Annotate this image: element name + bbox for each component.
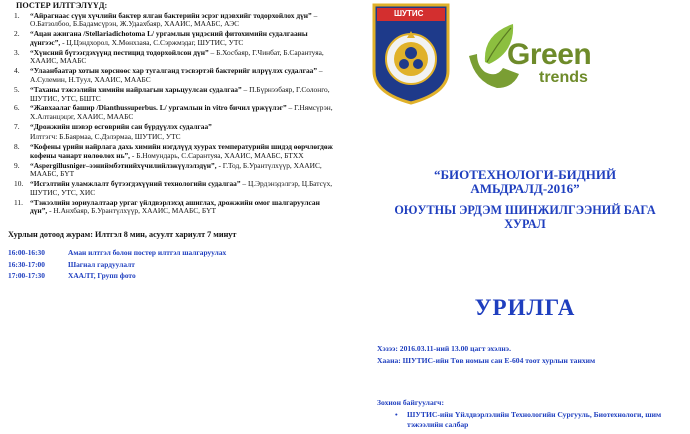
title-line-1: “БИОТЕХНОЛОГИ-БИДНИЙ <box>433 167 617 182</box>
poster-title: “Улаанбаатар хотын хөрснөөс хар тугалганд тэсвэртэй бактерийг илрүүлэх судалгаа” <box>30 66 318 76</box>
poster-item <box>8 86 334 103</box>
poster-authors: – Б.Хосбаяр, Г.Чинбат, Б.Сарантуяа, ХААИС, МААБС <box>30 47 324 66</box>
poster-title: “Кофены үрийн найрлага дахь химийн нэгдлүүд хуурах температурийн шидэд өөрчлөгдөж кофены чанарт нөлөөлөх нь”, <box>30 142 333 160</box>
poster-number: 7. <box>14 122 20 132</box>
poster-authors: – П.Бүрнээбаяр, Г.Солонго, ШУТИС, УТС, БШТС <box>30 84 330 103</box>
poster-title: “Дрожжийн шэвэр өсгөврийн сан бүрдүүлэх судалгаа” <box>30 122 212 132</box>
poster-title: “Исгэлтийн уламжлалт бүтээгдэхүүний технологийн судалгаа” <box>30 179 241 189</box>
brand-word-green: Green <box>507 38 592 71</box>
schedule-label: ХААЛТ, Групп фото <box>68 271 136 281</box>
organizer-item <box>395 410 690 429</box>
poster-item <box>8 12 334 29</box>
invitation-title: УРИЛГА <box>474 295 576 320</box>
schedule <box>8 247 334 282</box>
poster-authors: - Н.Анхбаяр, Б.Урантүлхүүр, ХААИС, МААБС, БҮТ <box>47 206 216 216</box>
poster-authors: - Б.Номундарь, С.Сарантуяа, ХААИС, МААБС, БТХХ <box>130 150 304 160</box>
poster-authors: – Ц.Эрдэнэдэлгэр, Ц.Батсүх, ШУТИС, УТС, ХИС <box>30 179 333 197</box>
university-logo <box>366 1 456 106</box>
poster-number: 6. <box>14 103 20 113</box>
poster-authors: - Г.Тод, Б.Урантүлхүүр, ХААИС, МААБС, БҮТ <box>30 160 322 179</box>
poster-authors: – О.Батзолбоо, Б.Бадамсүрэн, Ж.Удаахбаяр, ХААИС, МААБС, АЭС <box>30 10 318 29</box>
poster-item <box>8 67 334 84</box>
schedule-time: 17:00-17:30 <box>8 271 45 281</box>
poster-title: “Тэжээлийн зориулалтаар ургаг үйлдвэрлэхэд ашиглах, дрожжийн омог шалгаруулсан дүн”, <box>30 197 320 216</box>
brand-word-trends: trends <box>539 69 588 86</box>
poster-list <box>8 12 334 216</box>
organizers-label: Зохион байгуулагч: <box>377 398 444 407</box>
poster-title: “Айрагнаас сүүн хүчлийн бактер ялган бактерийн эсрэг идэвхийг тодорхойлох дүн” <box>30 10 312 20</box>
poster-number: 3. <box>14 47 20 57</box>
poster-number: 1. <box>14 10 20 20</box>
organizer-text: ШУТИС-ийн Үйлдвэрлэлийн Технологийн Сургууль, Биотехнологи, шим тэжээлийн салбар <box>407 410 662 429</box>
poster-item <box>8 104 334 121</box>
poster-item <box>8 30 334 47</box>
poster-number: 11. <box>14 197 23 207</box>
poster-item <box>8 123 334 132</box>
poster-item <box>8 180 334 197</box>
poster-authors: – А.Сулемин, Н.Туул, ХААИС, МААБС <box>30 66 323 84</box>
poster-title: “Ацан ажигана /Stellariadichotoma L/ ургамлын үндэсний фитохимийн судалгааны дүнгээс”, <box>30 29 308 47</box>
schedule-row <box>8 259 334 271</box>
subtitle-line-1: ОЮУТНЫ ЭРДЭМ ШИНЖИЛГЭЭНИЙ БАГА <box>394 203 656 217</box>
schedule-label: Шагнал гардуулалт <box>68 259 135 269</box>
poster-item <box>8 49 334 66</box>
event-time: Хэзээ: 2016.03.11-ний 13.00 цагт эхэлнэ. <box>377 344 511 353</box>
poster-number: 8. <box>14 142 20 152</box>
poster-title: “Таханы тэжээлийн химийн найрлагын харьцуулсан судалгаа” <box>30 84 242 94</box>
bullet-icon: • <box>395 410 398 419</box>
poster-title: “Aspergillusniger–ээниймбэтиийхүчилийлэжүүлэлэдүн”, <box>30 160 217 170</box>
poster-title: “Хүнсний бүтээгдэхүүнд пестицид тодорхойлсон дүн” <box>30 47 209 57</box>
poster-item <box>8 133 334 142</box>
green-trends-logo <box>463 18 593 93</box>
poster-item <box>8 199 334 216</box>
event-subtitle <box>360 203 690 231</box>
schedule-label: Аман илтгэл болон постер илтгэл шалгаруулах <box>68 248 227 258</box>
poster-number: 4. <box>14 66 20 76</box>
schedule-row <box>8 270 334 282</box>
poster-number: 2. <box>14 29 20 39</box>
schedule-time: 16:00-16:30 <box>8 248 45 258</box>
poster-heading: ПОСТЕР ИЛТГЭЛҮҮД: <box>16 1 108 10</box>
poster-number: 5. <box>14 84 20 94</box>
poster-authors: – Г.Нямсүрэн, Х.Алтанцэцэг, ХААИС, МААБС <box>30 103 333 122</box>
logo-badge-text: ШУТИС <box>394 9 424 18</box>
poster-authors: - Ц.Цэндхорол, Х.Мөнхзаяа, С.Сэржмэдаг, ШУТИС, УТС <box>60 37 244 47</box>
poster-number: 10. <box>14 179 24 189</box>
schedule-row <box>8 247 334 259</box>
internal-rules: Хурлын дотоод журам: Илтгэл 8 мин, асуулт хариулт 7 минут <box>8 229 237 239</box>
event-title <box>360 168 690 196</box>
poster-authors: Илтгэгч: Б.Баярмаа, С.Дэлэрмаа, ШУТИС, УТС <box>30 132 181 142</box>
schedule-time: 16:30-17:00 <box>8 259 45 269</box>
poster-title: “Жавхаалаг башир /Dianthussuperbus. L/ ургамлын in vitro бичил үржүүлэг” <box>30 103 287 113</box>
poster-item <box>8 162 334 179</box>
poster-number: 9. <box>14 160 20 170</box>
event-location: Хаана: ШУТИС-ийн Төв номын сан Е-604 тоот хурлын танхим <box>377 356 596 365</box>
subtitle-line-2: ХУРАЛ <box>504 217 546 231</box>
poster-list-column <box>8 2 334 282</box>
title-line-2: АМЬДРАЛД-2016” <box>470 181 580 196</box>
poster-item <box>8 143 334 160</box>
